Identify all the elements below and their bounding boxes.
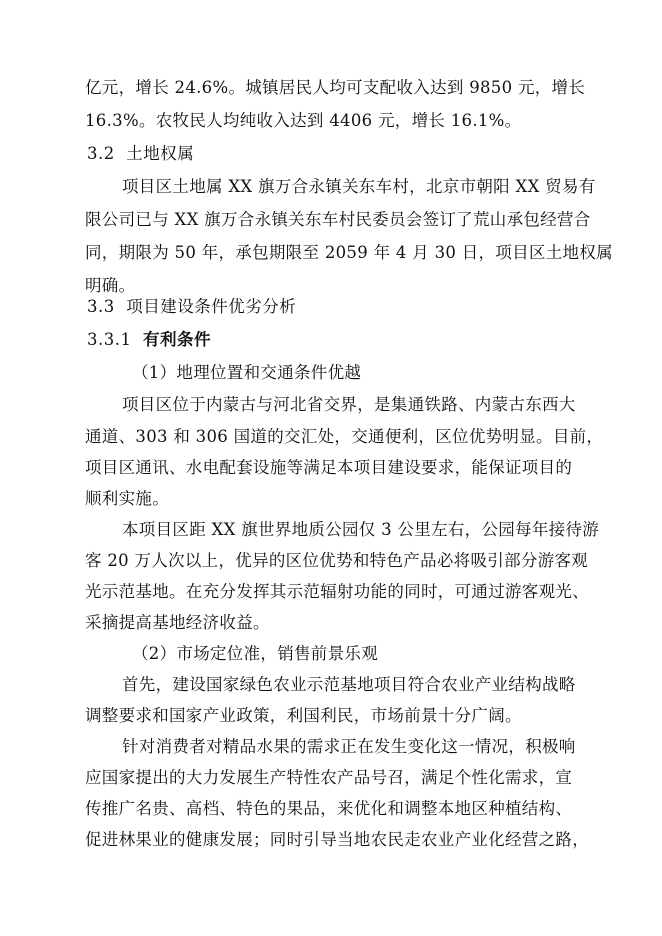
demand-line-2: 应国家提出的大力发展生产特性农产品号召，满足个性化需求，宣 xyxy=(85,768,573,787)
first-line-1: 首先，建设国家绿色农业示范基地项目符合农业产业结构战略 xyxy=(122,675,576,694)
section-3-3-heading xyxy=(87,295,296,319)
section-number: 3.2 xyxy=(87,144,115,163)
demand-line-3: 传推广名贵、高档、特色的果品，来优化和调整本地区种植结构、 xyxy=(85,799,573,818)
section-number: 3.3.1 xyxy=(87,330,132,349)
location-line-1: 项目区位于内蒙古与河北省交界，是集通铁路、内蒙古东西大 xyxy=(122,395,576,414)
park-line-3: 光示范基地。在充分发挥其示范辐射功能的同时，可通过游客观光、 xyxy=(85,582,589,601)
income-line-1: 亿元，增长 24.6%。城镇居民人均可支配收入达到 9850 元，增长 xyxy=(85,78,586,97)
item-2-heading: （2）市场定位准，销售前景乐观 xyxy=(132,644,378,663)
land-line-1: 项目区土地属 XX 旗万合永镇关东车村，北京市朝阳 XX 贸易有 xyxy=(122,177,596,196)
item-1-heading: （1）地理位置和交通条件优越 xyxy=(132,363,362,382)
park-line-1: 本项目区距 XX 旗世界地质公园仅 3 公里左右，公园每年接待游 xyxy=(122,520,600,539)
location-line-2: 通道、303 和 306 国道的交汇处，交通便利，区位优势明显。目前， xyxy=(85,427,604,446)
land-line-2: 限公司已与 XX 旗万合永镇关东车村民委员会签订了荒山承包经营合 xyxy=(85,210,591,229)
park-line-2: 客 20 万人次以上，优异的区位优势和特色产品必将吸引部分游客观 xyxy=(85,551,589,570)
income-line-2: 16.3%。农牧民人均纯收入达到 4406 元，增长 16.1%。 xyxy=(85,111,522,130)
section-title: 土地权属 xyxy=(126,144,195,163)
demand-line-1: 针对消费者对精品水果的需求正在发生变化这一情况，积极响 xyxy=(122,737,576,756)
location-line-4: 顺利实施。 xyxy=(85,489,169,508)
park-line-4: 采摘提高基地经济收益。 xyxy=(85,613,270,632)
section-title: 项目建设条件优劣分析 xyxy=(126,297,297,316)
location-line-3: 项目区通讯、水电配套设施等满足本项目建设要求，能保证项目的 xyxy=(85,458,573,477)
section-3-3-1-heading xyxy=(87,328,211,352)
land-line-3: 同，期限为 50 年，承包期限至 2059 年 4 月 30 日，项目区土地权属 xyxy=(85,243,613,262)
section-3-2-heading xyxy=(87,142,194,166)
section-number: 3.3 xyxy=(87,297,115,316)
land-line-4: 明确。 xyxy=(85,276,136,295)
first-line-2: 调整要求和国家产业政策，利国利民，市场前景十分广阔。 xyxy=(85,706,522,725)
demand-line-4: 促进林果业的健康发展；同时引导当地农民走农业产业化经营之路， xyxy=(85,830,589,849)
section-title: 有利条件 xyxy=(142,330,211,349)
